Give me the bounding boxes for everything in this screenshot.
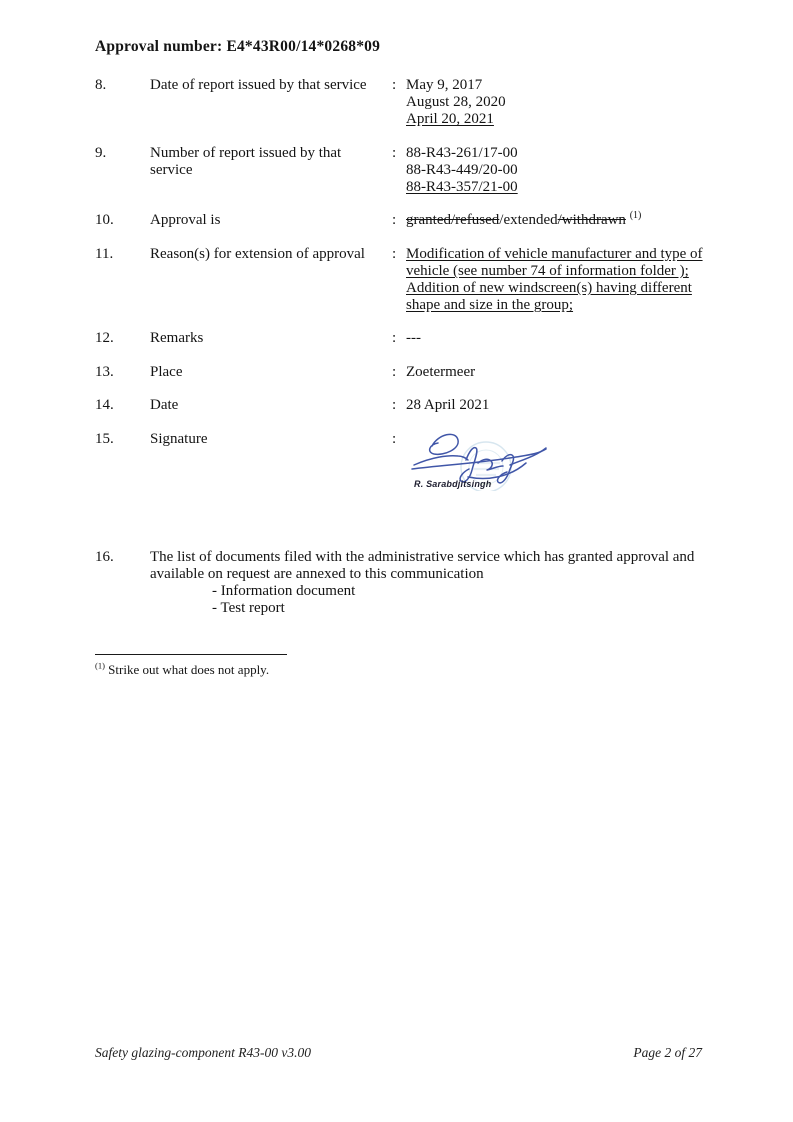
item-14-row [95, 397, 707, 414]
remarks-value: --- [406, 330, 421, 346]
reason-line-1: Modification of vehicle manufacturer and type of [406, 246, 703, 262]
report-number-1: 88-R43-261/17-00 [406, 145, 518, 161]
report-number-2: 88-R43-449/20-00 [406, 162, 518, 178]
item-9-label-line2: service [150, 162, 193, 178]
item-13-number: 13. [95, 364, 114, 380]
item-13-label: Place [150, 364, 183, 380]
item-15-number: 15. [95, 431, 114, 447]
item-9-label-line1: Number of report issued by that [150, 145, 342, 161]
item-16-number: 16. [95, 549, 114, 565]
item-11-number: 11. [95, 246, 114, 262]
item-12-number: 12. [95, 330, 114, 346]
item-13-colon: : [392, 364, 397, 380]
documents-list-line1: The list of documents filed with the administrative service which has granted approval and [150, 549, 695, 565]
approval-number-line [95, 38, 380, 56]
item-11-colon: : [392, 246, 397, 262]
footnote-1-reference: (1) [629, 210, 642, 221]
approval-number-label: Approval number: [95, 38, 223, 55]
approval-number-value: E4*43R00/14*0268*09 [226, 38, 381, 55]
item-14-colon: : [392, 397, 397, 413]
status-extended: /extended [499, 212, 558, 228]
annexed-documents-list [150, 583, 707, 617]
place-value: Zoetermeer [406, 364, 476, 380]
item-15-label: Signature [150, 431, 208, 447]
reason-line-3: Addition of new windscreen(s) having different [406, 280, 692, 296]
status-withdrawn-struck: /withdrawn [557, 212, 626, 228]
item-15-row [95, 431, 707, 489]
item-8-label: Date of report issued by that service [150, 77, 367, 93]
report-date-3: April 20, 2021 [406, 111, 494, 127]
item-14-number: 14. [95, 397, 114, 413]
approval-status-value [406, 212, 707, 229]
item-9-colon: : [392, 145, 397, 161]
item-14-label: Date [150, 397, 179, 413]
item-11-label: Reason(s) for extension of approval [150, 246, 365, 262]
footnote [95, 662, 269, 678]
item-10-number: 10. [95, 212, 114, 228]
annexed-document-item: - Information document [212, 583, 356, 599]
item-10-colon: : [392, 212, 397, 228]
footnote-text: Strike out what does not apply. [108, 662, 270, 677]
item-8-number: 8. [95, 77, 107, 93]
reason-line-2: vehicle (see number 74 of information folder ); [406, 263, 689, 279]
item-12-row [95, 330, 707, 347]
item-16-text [150, 549, 707, 617]
item-8-colon: : [392, 77, 397, 93]
item-9-value [406, 145, 707, 196]
annexed-document-item: - Test report [212, 600, 285, 616]
footer-document-title: Safety glazing-component R43-00 v3.00 [95, 1045, 311, 1060]
signature-block [406, 425, 707, 489]
extension-reasons-value [406, 246, 707, 314]
item-12-label: Remarks [150, 330, 204, 346]
item-9-number: 9. [95, 145, 107, 161]
signer-name: R. Sarabdjitsingh [414, 479, 492, 489]
report-date-1: May 9, 2017 [406, 77, 483, 93]
footer-page-number: Page 2 of 27 [633, 1045, 702, 1060]
item-13-row [95, 364, 707, 381]
item-9-row [95, 145, 707, 196]
report-date-2: August 28, 2020 [406, 94, 506, 110]
footnote-marker: (1) [95, 660, 105, 671]
reason-line-4: shape and size in the group; [406, 297, 574, 313]
signature-area [406, 431, 707, 489]
item-8-value [406, 77, 707, 128]
item-8-row [95, 77, 707, 128]
date-value: 28 April 2021 [406, 397, 490, 413]
documents-list-line2: available on request are annexed to this communication [150, 566, 484, 582]
item-15-colon: : [392, 431, 397, 447]
footnote-divider [95, 654, 287, 655]
page-footer [95, 1045, 702, 1061]
item-10-label: Approval is [150, 212, 221, 228]
status-granted-refused-struck: granted/refused [406, 212, 500, 228]
item-12-colon: : [392, 330, 397, 346]
report-number-3: 88-R43-357/21-00 [406, 179, 518, 195]
item-16-row [95, 549, 707, 617]
item-9-label [150, 145, 392, 196]
item-10-row [95, 212, 707, 229]
item-11-row [95, 246, 707, 314]
